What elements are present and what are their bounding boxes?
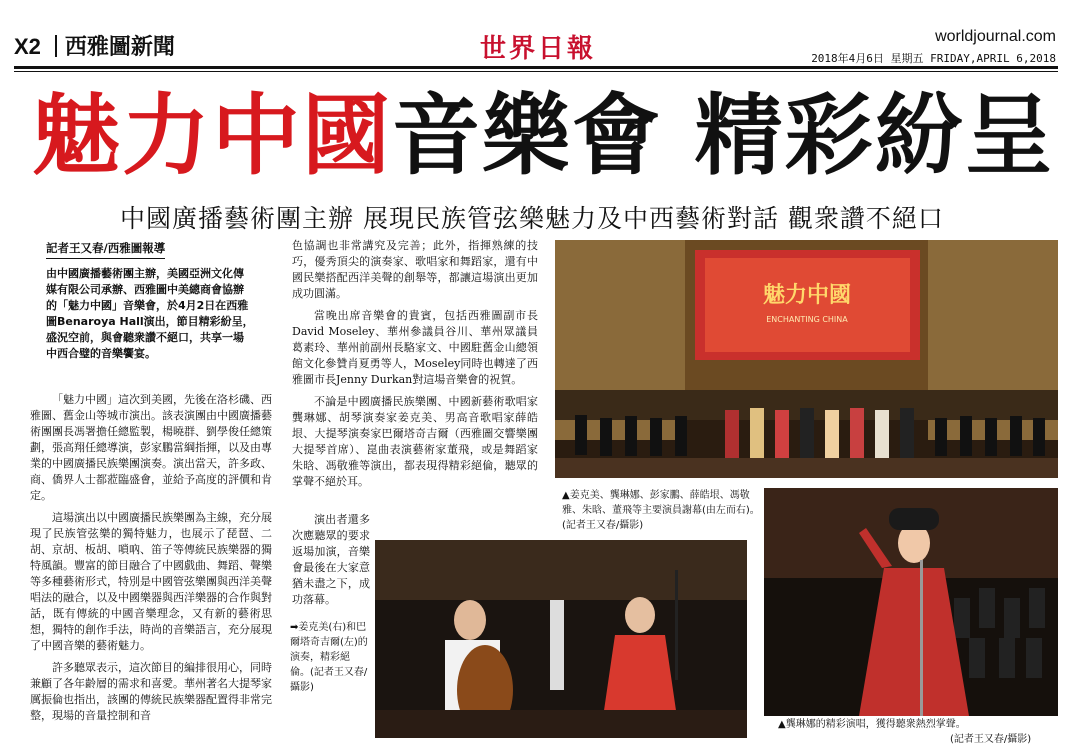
page-header-left [14, 30, 175, 61]
caption-singer-credit: (記者王又春/攝影) [950, 734, 1032, 745]
paragraph: 當晚出席音樂會的貴賓，包括西雅圖副市長David Moseley、華州參議員谷川、華州眾議員葛素玲、華州前副州長駱家文、中國駐舊金山總領館文化參贊肖夏勇等人，Moseley同時也轉達了西雅圖市長Jenny Durkan對這場音樂會的祝賀。 [292, 309, 538, 386]
section-name: 西雅圖新聞 [64, 34, 175, 59]
header-rule [14, 66, 1058, 69]
paragraph: 許多聽眾表示，這次節目的編排很用心，同時兼顧了各年齡層的需求和喜愛。華州著名大提琴家厲振倫也指出，該團的傳統民族樂器配置得非常完整，現場的音量控制和音 [30, 661, 272, 722]
subheadline: 中國廣播藝術團主辦 展現民族管弦樂魅力及中西藝術對話 觀衆讚不絕口 [120, 204, 944, 233]
page-number: X2 [14, 34, 41, 59]
header-rule-thin [14, 71, 1058, 72]
paragraph: 不論是中國廣播民族樂團、中國新藝術歌唱家龔琳娜、胡琴演奏家姜克美、男高音歌唱家薛皓垠、大提琴演奏家巴爾塔奇吉爾（西雅圖交響樂團大提琴首席）、崑曲表演藝術家董飛，或是舞蹈家朱晗、馮敬雅等演出，都表現得精彩絕倫，聽眾的掌聲不絕於耳。 [292, 395, 538, 488]
lead-paragraph: 由中國廣播藝術團主辦，美國亞洲文化傳媒有限公司承辦、西雅圖中美總商會協辦的「魅力中國」音樂會，於4月2日在西雅圖Benaroya Hall演出，節目精彩紛呈，盛況空前，與會聽衆讚不絕口，共享一場中西合璧的音樂饗宴。 [46, 267, 254, 360]
caption-stage: ▲姜克美、龔琳娜、彭家鵬、薛皓垠、馮敬雅、朱晗、董飛等主要演員謝幕(由左而右)。 (記者王又春/攝影) [562, 490, 760, 531]
masthead-logo: 世界日報 [480, 34, 597, 64]
article-column-2 [292, 238, 538, 496]
paragraph: 「魅力中國」這次到美國，先後在洛杉磯、西雅圖、舊金山等城市演出。該表演團由中國廣播藝術團團長馮署擔任總監製，楊曉群、劉學俊任總策劃，張高翔任總導演，彭家鵬當綱指揮，以及由專業的中國廣播民族樂團演奏。演出當天，許多政、商、僑界人士都蒞臨盛會，並給予高度的評價和肯定。 [30, 393, 272, 502]
duet-photo [375, 540, 747, 738]
paragraph: 色協調也非常講究及完善；此外，指揮熟練的技巧，優秀頂尖的演奏家、歌唱家和舞蹈家，還有中國民樂搭配西洋美聲的創舉等，都讓這場演出更加成功圓滿。 [292, 239, 538, 300]
article-column-2-end [292, 512, 370, 614]
singer-photo [764, 488, 1058, 716]
issue-date: 2018年4月6日 星期五 FRIDAY,APRIL 6,2018 [811, 52, 1056, 65]
divider [55, 35, 57, 57]
paragraph: 演出者還多次應聽眾的要求返場加演，音樂會最後在大家意猶未盡之下，成功落幕。 [292, 513, 370, 606]
screen-subtitle: ENCHANTING CHINA [766, 315, 848, 324]
screen-title: 魅力中國 [762, 283, 852, 308]
caption-singer: ▲龔琳娜的精彩演唱，獲得聽衆熱烈掌聲。 [778, 719, 966, 730]
paragraph: 這場演出以中國廣播民族樂團為主線，充分展現了民族管弦樂的獨特魅力，也展示了琵琶、二胡、京胡、板胡、嗩吶、笛子等傳統民族樂器的獨特風韻。豐富的節目融合了中國戲曲、舞蹈、聲樂等多種藝術形式，特別是中國管弦樂團與西洋美聲唱法的融合，以及中國樂器與西洋樂器的合作與對話，既有傳統的中國音樂理念，又有新的藝術思想，獨特的創作手法，時尚的音樂語言，充分展現了中國音樂的藝術魅力。 [30, 511, 272, 652]
article-column-1 [30, 392, 272, 730]
headline-red: 魅力中國 [32, 84, 393, 187]
caption-duet: ➡姜克美(右)和巴爾塔奇吉爾(左)的演奏，精彩絕倫。(記者王又春/攝影) [290, 622, 368, 693]
stage-photo [555, 240, 1058, 478]
headline-black: 音樂會 精彩紛呈 [392, 84, 1055, 187]
byline: 記者王又春/西雅圖報導 [46, 240, 165, 259]
site-url: worldjournal.com [935, 28, 1056, 45]
headline [32, 86, 1055, 186]
